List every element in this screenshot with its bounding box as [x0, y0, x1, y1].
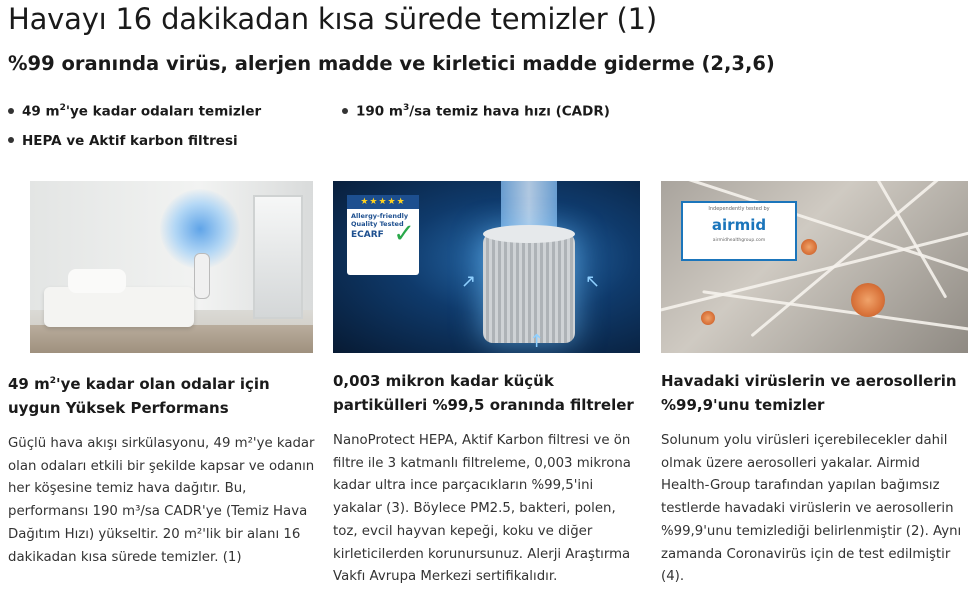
feature-heading: 49 $m^2'ye$ kadar olan odalar için uygun Yüksek Performans: [8, 375, 270, 417]
bullet-dot-icon: [8, 137, 14, 143]
bullet-room-size: 49 $m^2'ye$ kadar odaları temizler: [8, 103, 261, 120]
bullet-cadr: 190 $m^3/sa$ temiz hava hızı (CADR): [342, 103, 610, 120]
ecarf-badge: ★★★★★ Allergy-friendly Quality Tested ECARF ✓: [347, 195, 419, 275]
feature-body: Solunum yolu virüsleri içerebilecekler dahil olmak üzere aerosolleri yakalar. Airmid Health-Group tarafından yapılan bağımsız testlerde havadaki virüslerin ve aerosollerin %99,9'unu temizlediği belirlenmiştir (2). Aynı zamanda Coronavirüs için de test edilmiştir (4).: [661, 433, 962, 585]
check-icon: ✓: [393, 219, 415, 249]
bullet-dot-icon: [342, 108, 348, 114]
feature-performance: [8, 181, 318, 569]
virus-icon: [851, 283, 885, 317]
filter-image: [333, 181, 640, 353]
page-subtitle: %99 oranında virüs, alerjen madde ve kirletici madde giderme (2,3,6): [8, 52, 775, 75]
feature-body: Güçlü hava akışı sirkülasyonu, 49 m²'ye kadar olan odaları etkili bir şekilde kapsar ve odanın her köşesine temiz hava dağıtır. Bu, performansı 190 m³/sa CADR'ye (Temiz Hava Dağıtım Hızı) yükseltir. 20 m²'lik bir alanı 16 dakikadan kısa sürede temizler. (1): [8, 436, 315, 565]
feature-virus: [661, 181, 963, 589]
feature-filtration: [333, 181, 643, 589]
feature-heading: Havadaki virüslerin ve aerosollerin %99,9'unu temizler: [661, 372, 957, 414]
feature-heading: 0,003 mikron kadar küçük partikülleri %99,5 oranında filtreler: [333, 372, 634, 414]
arrow-up-icon: ↖: [585, 271, 601, 292]
bullet-filter: HEPA ve Aktif karbon filtresi: [8, 133, 238, 149]
virus-icon: [801, 239, 817, 255]
page-title: Havayı 16 dakikadan kısa sürede temizler (1): [8, 2, 658, 36]
bedroom-image: [30, 181, 313, 353]
virus-image: [661, 181, 968, 353]
purifier-icon: [194, 253, 210, 299]
virus-icon: [701, 311, 715, 325]
arrow-up-icon: ↑: [529, 331, 545, 352]
feature-body: NanoProtect HEPA, Aktif Karbon filtresi ve ön filtre ile 3 katmanlı filtreleme, 0,003 mikrona kadar ultra ince parçacıkların %99,5'ini yakalar (3). Böylece PM2.5, bakteri, polen, toz, evcil hayvan kepeği, koku ve diğer kirleticilerden korunursunuz. Alerji Araştırma Vakfı Avrupa Merkezi sertifikalıdır.: [333, 433, 631, 585]
arrow-up-icon: ↗: [461, 271, 477, 292]
airmid-badge: Independently tested by airmid airmidhealthgroup.com: [681, 201, 797, 261]
bullet-dot-icon: [8, 108, 14, 114]
stars-icon: ★★★★★: [347, 195, 419, 209]
